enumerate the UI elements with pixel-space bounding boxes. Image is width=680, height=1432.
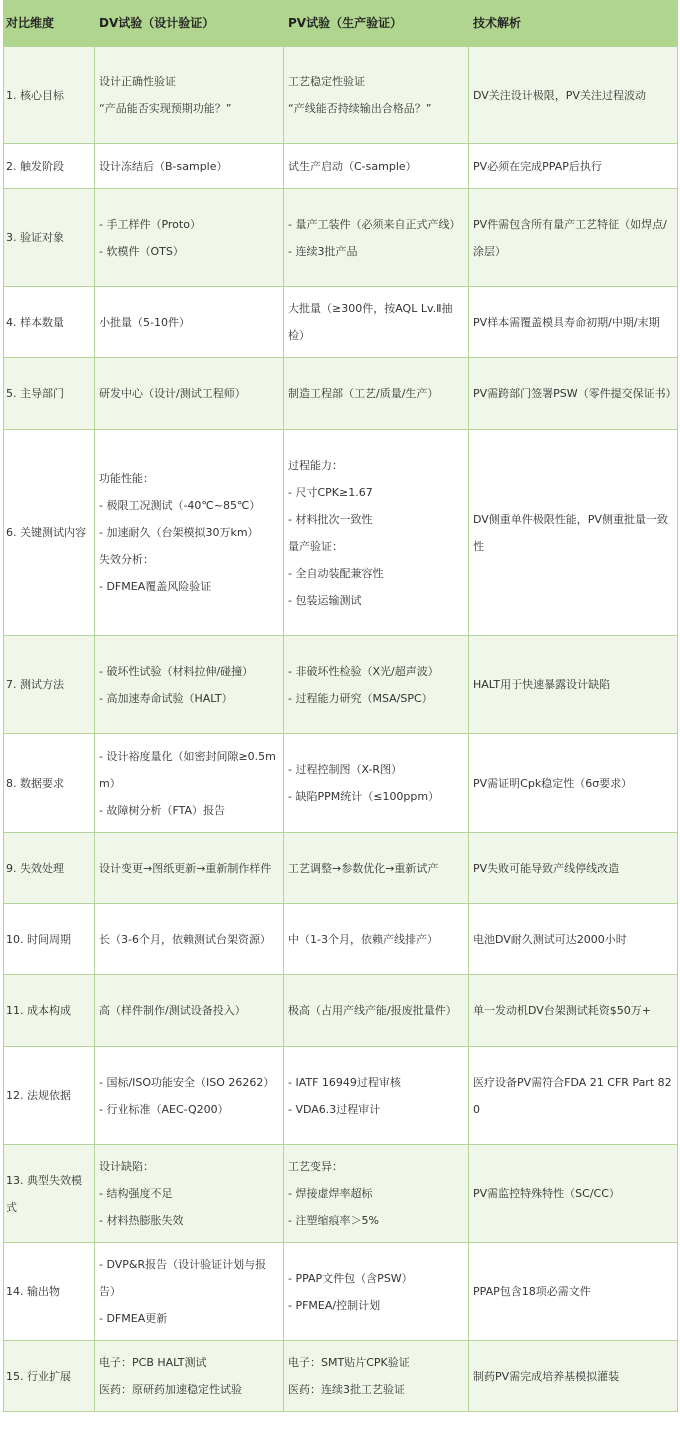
- pv-cell: [284, 430, 469, 636]
- dimension-cell: 9. 失效处理: [4, 833, 95, 904]
- dimension-cell: 4. 样本数量: [4, 287, 95, 358]
- dimension-cell: 2. 触发阶段: [4, 144, 95, 189]
- table-row: [4, 189, 678, 287]
- dimension-cell: 14. 输出物: [4, 1243, 95, 1341]
- pv-cell-line: - PFMEA/控制计划: [288, 1298, 381, 1312]
- table-row: [4, 1243, 678, 1341]
- dv-cell-line: - DFMEA更新: [99, 1312, 168, 1325]
- dv-cell: [95, 734, 284, 833]
- pv-cell-line: 大批量（≥300件，按AQL Lv.Ⅱ抽检）: [288, 302, 453, 342]
- table-row: [4, 430, 678, 636]
- dv-cell: [95, 144, 284, 189]
- table-row: [4, 47, 678, 144]
- dv-cell: [95, 975, 284, 1047]
- table-row: [4, 1047, 678, 1145]
- analysis-cell: [469, 734, 678, 833]
- analysis-cell-line: 电池DV耐久测试可达2000小时: [473, 932, 627, 946]
- pv-cell: [284, 1341, 469, 1412]
- analysis-cell: [469, 144, 678, 189]
- dimension-cell: 8. 数据要求: [4, 734, 95, 833]
- dv-cell-line: 设计冻结后（B-sample）: [99, 159, 228, 173]
- dimension-cell: 7. 测试方法: [4, 636, 95, 734]
- dv-cell: [95, 1047, 284, 1145]
- pv-cell-line: “产线能否持续输出合格品？”: [288, 102, 432, 115]
- pv-cell-line: - 包装运输测试: [288, 593, 362, 607]
- analysis-cell: [469, 358, 678, 430]
- dimension-cell: 12. 法规依据: [4, 1047, 95, 1145]
- pv-cell-line: - 过程控制图（X-R图）: [288, 763, 403, 776]
- dv-cell-line: 电子：PCB HALT测试: [99, 1356, 207, 1369]
- pv-cell-line: 极高（占用产线产能/报废批量件）: [288, 1004, 457, 1017]
- dv-cell-line: - DVP&R报告（设计验证计划与报告）: [99, 1258, 267, 1298]
- pv-cell-line: - 量产工装件（必须来自正式产线）: [288, 217, 461, 231]
- dv-cell-line: 设计正确性验证: [99, 75, 176, 88]
- dimension-cell: 13. 典型失效模式: [4, 1145, 95, 1243]
- analysis-cell: [469, 1145, 678, 1243]
- analysis-cell-line: PPAP包含18项必需文件: [473, 1285, 591, 1298]
- dv-cell-line: 研发中心（设计/测试工程师）: [99, 387, 246, 400]
- dv-cell-line: - 高加速寿命试验（HALT）: [99, 691, 233, 705]
- pv-cell-line: - VDA6.3过程审计: [288, 1102, 381, 1116]
- dimension-cell: 6. 关键测试内容: [4, 430, 95, 636]
- pv-cell-line: 电子：SMT贴片CPK验证: [288, 1356, 410, 1369]
- analysis-cell: [469, 189, 678, 287]
- pv-cell: [284, 833, 469, 904]
- analysis-cell-line: HALT用于快速暴露设计缺陷: [473, 678, 611, 691]
- pv-cell: [284, 975, 469, 1047]
- dimension-cell: 15. 行业扩展: [4, 1341, 95, 1412]
- pv-cell-line: 工艺变异：: [288, 1160, 343, 1173]
- dimension-cell: 1. 核心目标: [4, 47, 95, 144]
- dv-cell: [95, 1341, 284, 1412]
- pv-cell-line: - 焊接虚焊率超标: [288, 1187, 373, 1200]
- dv-cell-line: “产品能否实现预期功能？”: [99, 102, 232, 115]
- pv-cell: [284, 287, 469, 358]
- table-row: [4, 144, 678, 189]
- dimension-cell: 5. 主导部门: [4, 358, 95, 430]
- pv-cell: [284, 904, 469, 975]
- analysis-cell-line: PV必须在完成PPAP后执行: [473, 159, 602, 173]
- header-dimension: 对比维度: [4, 1, 95, 47]
- pv-cell-line: - PPAP文件包（含PSW）: [288, 1271, 413, 1285]
- dv-cell-line: - 故障树分析（FTA）报告: [99, 803, 225, 817]
- dv-cell-line: 长（3-6个月，依赖测试台架资源）: [99, 932, 271, 946]
- table-row: [4, 1341, 678, 1412]
- analysis-cell: [469, 1341, 678, 1412]
- analysis-cell: [469, 904, 678, 975]
- analysis-cell-line: 制药PV需完成培养基模拟灌装: [473, 1369, 620, 1383]
- header-analysis: 技术解析: [469, 1, 678, 47]
- table-row: [4, 833, 678, 904]
- dimension-cell: 10. 时间周期: [4, 904, 95, 975]
- dv-cell-line: - 材料热膨胀失效: [99, 1214, 184, 1227]
- dv-cell-line: 医药：原研药加速稳定性试验: [99, 1383, 242, 1396]
- dv-cell: [95, 430, 284, 636]
- pv-cell-line: - 过程能力研究（MSA/SPC）: [288, 691, 433, 705]
- pv-cell: [284, 1145, 469, 1243]
- dv-cell-line: - 结构强度不足: [99, 1187, 173, 1200]
- dimension-cell: 11. 成本构成: [4, 975, 95, 1047]
- pv-cell: [284, 358, 469, 430]
- dv-cell-line: - 加速耐久（台架模拟30万km）: [99, 526, 259, 539]
- dv-cell-line: 功能性能：: [99, 472, 154, 485]
- dv-cell-line: - 破坏性试验（材料拉伸/碰撞）: [99, 664, 254, 678]
- table-row: [4, 904, 678, 975]
- table-row: [4, 358, 678, 430]
- pv-cell-line: 医药：连续3批工艺验证: [288, 1383, 405, 1396]
- dv-cell-line: 高（样件制作/测试设备投入）: [99, 1004, 246, 1017]
- analysis-cell: [469, 833, 678, 904]
- dv-cell-line: - 国标/ISO功能安全（ISO 26262）: [99, 1075, 275, 1089]
- dimension-cell: 3. 验证对象: [4, 189, 95, 287]
- pv-cell-line: - IATF 16949过程审核: [288, 1075, 401, 1089]
- analysis-cell-line: DV侧重单件极限性能，PV侧重批量一致性: [473, 512, 668, 553]
- analysis-cell-line: PV失败可能导致产线停线改造: [473, 861, 620, 875]
- dv-cell: [95, 1145, 284, 1243]
- dv-cell: [95, 904, 284, 975]
- pv-cell-line: - 全自动装配兼容性: [288, 566, 384, 580]
- pv-cell-line: 试生产启动（C-sample）: [288, 159, 417, 173]
- pv-cell: [284, 734, 469, 833]
- pv-cell-line: 工艺调整→参数优化→重新试产: [288, 861, 439, 875]
- analysis-cell-line: PV需监控特殊特性（SC/CC）: [473, 1187, 620, 1200]
- analysis-cell: [469, 47, 678, 144]
- header-pv: PV试验（生产验证）: [284, 1, 469, 47]
- analysis-cell: [469, 636, 678, 734]
- pv-cell: [284, 1243, 469, 1341]
- analysis-cell-line: PV需跨部门签署PSW（零件提交保证书）: [473, 387, 677, 400]
- pv-cell-line: - 注塑缩痕率＞5%: [288, 1214, 379, 1227]
- pv-cell-line: - 缺陷PPM统计（≤100ppm）: [288, 790, 440, 803]
- table-row: [4, 975, 678, 1047]
- dv-cell-line: 设计变更→图纸更新→重新制作样件: [99, 861, 272, 875]
- dv-cell-line: - 设计裕度量化（如密封间隙≥0.5mm）: [99, 749, 276, 790]
- pv-cell: [284, 636, 469, 734]
- analysis-cell: [469, 1243, 678, 1341]
- comparison-table-container: [3, 0, 677, 1412]
- table-header-row: [4, 1, 678, 47]
- pv-cell-line: - 材料批次一致性: [288, 512, 373, 526]
- table-row: [4, 287, 678, 358]
- pv-cell-line: 中（1-3个月，依赖产线排产）: [288, 932, 438, 946]
- dv-cell-line: 设计缺陷：: [99, 1160, 154, 1173]
- pv-cell: [284, 47, 469, 144]
- pv-cell: [284, 189, 469, 287]
- dv-cell: [95, 358, 284, 430]
- pv-cell-line: - 非破坏性检验（X光/超声波）: [288, 664, 439, 678]
- dv-cell-line: - 手工样件（Proto）: [99, 217, 201, 231]
- dv-cell: [95, 47, 284, 144]
- analysis-cell: [469, 287, 678, 358]
- pv-cell: [284, 144, 469, 189]
- analysis-cell: [469, 430, 678, 636]
- dv-pv-comparison-table: [3, 0, 678, 1412]
- analysis-cell-line: DV关注设计极限，PV关注过程波动: [473, 88, 646, 102]
- dv-cell-line: - 软模件（OTS）: [99, 244, 184, 258]
- dv-cell: [95, 636, 284, 734]
- dv-cell-line: - DFMEA覆盖风险验证: [99, 580, 212, 593]
- analysis-cell: [469, 975, 678, 1047]
- pv-cell-line: - 尺寸CPK≥1.67: [288, 485, 373, 499]
- dv-cell-line: 失效分析：: [99, 553, 154, 566]
- analysis-cell-line: 单一发动机DV台架测试耗资$50万+: [473, 1004, 652, 1017]
- pv-cell-line: 制造工程部（工艺/质量/生产）: [288, 387, 439, 400]
- pv-cell-line: - 连续3批产品: [288, 244, 358, 258]
- analysis-cell-line: PV样本需覆盖模具寿命初期/中期/末期: [473, 315, 660, 329]
- pv-cell-line: 过程能力：: [288, 458, 343, 472]
- dv-cell: [95, 287, 284, 358]
- dv-cell: [95, 189, 284, 287]
- header-dv: DV试验（设计验证）: [95, 1, 284, 47]
- dv-cell: [95, 1243, 284, 1341]
- table-row: [4, 734, 678, 833]
- dv-cell-line: - 极限工况测试（-40℃~85℃）: [99, 499, 261, 512]
- analysis-cell-line: PV件需包含所有量产工艺特征（如焊点/涂层）: [473, 217, 667, 258]
- dv-cell-line: - 行业标准（AEC-Q200）: [99, 1102, 229, 1116]
- table-body: [4, 47, 678, 1412]
- pv-cell-line: 工艺稳定性验证: [288, 75, 365, 88]
- analysis-cell: [469, 1047, 678, 1145]
- table-row: [4, 1145, 678, 1243]
- table-row: [4, 636, 678, 734]
- dv-cell-line: 小批量（5-10件）: [99, 315, 190, 329]
- analysis-cell-line: 医疗设备PV需符合FDA 21 CFR Part 820: [473, 1075, 672, 1116]
- analysis-cell-line: PV需证明Cpk稳定性（6σ要求）: [473, 776, 633, 790]
- pv-cell-line: 量产验证：: [288, 539, 343, 553]
- dv-cell: [95, 833, 284, 904]
- pv-cell: [284, 1047, 469, 1145]
